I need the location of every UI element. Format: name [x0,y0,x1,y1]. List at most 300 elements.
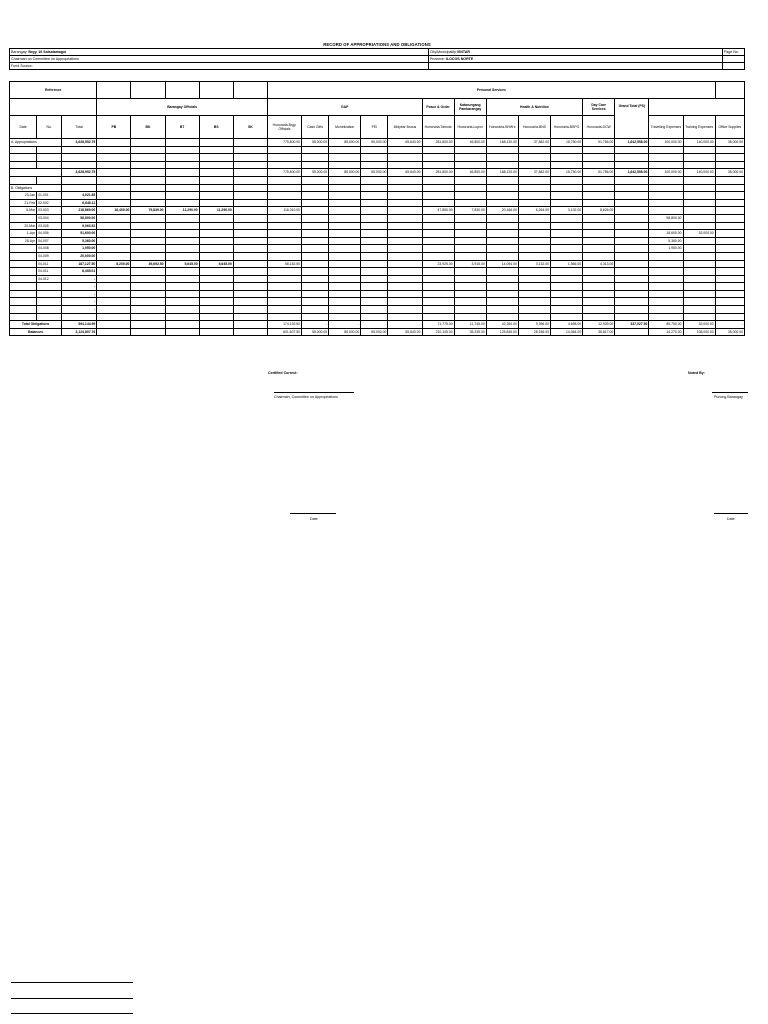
value-cell [97,306,131,314]
empty-cell [10,176,37,184]
value-cell: 3,132.00 [551,207,583,215]
value-cell [518,252,550,260]
value-cell: 85,000.00 [329,139,361,147]
value-cell [551,275,583,283]
col-pb: PB [97,116,131,139]
empty-cell [518,154,550,162]
barangay-cell [10,49,429,56]
empty-cell [518,146,550,154]
empty-cell [199,146,233,154]
value-cell [267,245,301,253]
value-cell [551,268,583,276]
gap-header: GAP [267,99,422,116]
value-cell [199,237,233,245]
no-cell: 03-003 [37,207,62,215]
fund-source: Fund Source: [10,63,429,70]
table-row [10,199,745,207]
value-cell: 8,200.00 [97,260,131,268]
date-label-left: Date [310,517,318,521]
value-cell [518,245,550,253]
empty-cell [302,161,329,169]
empty-cell [518,176,550,184]
empty-cell [199,313,233,321]
value-cell [649,192,683,200]
value-cell [518,306,550,314]
total-cell: - [62,275,97,283]
empty-cell [329,176,361,184]
empty-cell [486,161,518,169]
empty-cell [37,154,62,162]
value-cell: 775,800.00 [267,169,301,177]
empty-cell [233,313,267,321]
value-cell [683,207,715,215]
value-cell [233,199,267,207]
value-cell: 65,640.00 [388,139,422,147]
col-hon-bspo: Honoraria-BSPO [551,116,583,139]
value-cell [683,260,715,268]
value-cell [329,237,361,245]
value-cell [518,275,550,283]
value-cell [454,237,486,245]
value-cell [454,199,486,207]
value-cell [267,230,301,238]
col-bs: BS [199,116,233,139]
value-cell [267,237,301,245]
empty-cell [715,161,744,169]
empty-cell [267,161,301,169]
value-cell [388,252,422,260]
value-cell [583,306,615,314]
value-cell [551,237,583,245]
empty-cell [233,161,267,169]
value-cell [583,283,615,291]
value-cell [518,290,550,298]
value-cell: 5,645.00 [199,260,233,268]
empty-cell [454,313,486,321]
value-cell [422,298,454,306]
value-cell [97,139,131,147]
value-cell [715,237,744,245]
value-cell [199,321,233,329]
value-cell [267,268,301,276]
date-cell [10,275,37,283]
value-cell: 100,000.00 [649,139,683,147]
value-cell [683,268,715,276]
value-cell: 601,607.50 [267,328,301,336]
value-cell [361,237,388,245]
value-cell: 3,628,952.75 [62,139,97,147]
no-cell: 01-001 [37,192,62,200]
value-cell [329,298,361,306]
col-hon-bhw: Honoraria-BHW's [486,116,518,139]
empty-cell [329,154,361,162]
page-no: Page No. [722,49,744,56]
col-monetization: Monetization [329,116,361,139]
health-header: Health & Nutrition [486,99,582,116]
value-cell [131,245,165,253]
value-cell: 1,642,558.00 [615,169,649,177]
value-cell [551,290,583,298]
empty-cell [62,313,97,321]
header-info-table [9,48,745,70]
value-cell [518,214,550,222]
table-row [10,214,745,222]
empty-cell [37,313,62,321]
value-cell [583,252,615,260]
value-cell [583,199,615,207]
value-cell [329,245,361,253]
empty-cell [10,154,37,162]
empty-cell [649,176,683,184]
value-cell [165,237,199,245]
empty-cell [10,161,37,169]
date-cell [10,268,37,276]
empty-cell [454,146,486,154]
value-cell: 38,817.00 [583,328,615,336]
value-cell [649,252,683,260]
value-cell [199,328,233,336]
date-cell [10,252,37,260]
value-cell: 35,235.00 [454,328,486,336]
empty-cell [97,176,131,184]
empty-cell [302,154,329,162]
value-cell [131,169,165,177]
value-cell [267,290,301,298]
value-cell [583,268,615,276]
table-row [10,283,745,291]
empty-cell [302,146,329,154]
value-cell: 65,640.00 [388,328,422,336]
value-cell [486,268,518,276]
date-cell [10,260,37,268]
value-cell [302,290,329,298]
empty-cell [551,184,583,192]
value-cell [486,283,518,291]
value-cell [329,214,361,222]
value-cell [454,252,486,260]
value-cell: 18,750.00 [551,139,583,147]
empty-cell [583,176,615,184]
empty-cell [551,146,583,154]
value-cell [615,230,649,238]
value-cell [302,252,329,260]
value-cell [165,306,199,314]
empty-cell [486,154,518,162]
no-cell: 04-007 [37,237,62,245]
date-line-right [714,513,748,514]
value-cell [615,252,649,260]
empty-cell [131,146,165,154]
bottom-line-2 [11,998,133,999]
total-cell: 8,455.01 [62,268,97,276]
value-cell [97,169,131,177]
value-cell [454,268,486,276]
bottom-line-3 [11,1013,133,1014]
value-cell [329,283,361,291]
value-cell [131,192,165,200]
table-row [10,252,745,260]
value-cell [131,290,165,298]
value-cell [486,192,518,200]
value-cell: 4,698.00 [551,321,583,329]
value-cell: - [329,321,361,329]
value-cell [267,199,301,207]
value-cell [454,306,486,314]
empty-cell [97,184,131,192]
value-cell [518,298,550,306]
value-cell [302,230,329,238]
table-row [10,207,745,215]
value-cell [302,298,329,306]
appropriations-label: A. Appropriations [10,139,62,147]
value-cell [233,298,267,306]
empty-cell [302,313,329,321]
value-cell: 85,750.00 [649,321,683,329]
value-cell [715,275,744,283]
table-row [10,146,745,154]
value-cell [233,230,267,238]
value-cell [267,283,301,291]
value-cell [486,275,518,283]
value-cell [97,275,131,283]
value-cell [422,268,454,276]
value-cell [97,230,131,238]
value-cell [233,306,267,314]
empty-cell [97,154,131,162]
value-cell [486,237,518,245]
col-bk: BK [131,116,165,139]
value-cell [615,214,649,222]
value-cell [518,199,550,207]
value-cell [329,260,361,268]
value-cell [518,222,550,230]
date-cell: 20-Mar [10,222,37,230]
value-cell [233,139,267,147]
empty-cell [131,313,165,321]
value-cell [551,252,583,260]
value-cell [199,245,233,253]
table-row [10,290,745,298]
empty-cell [97,146,131,154]
date-label-right: Date [727,517,735,521]
punong-signature-line [712,392,748,393]
value-cell [683,237,715,245]
barangay-officials-header: Barangay Officials [97,99,268,116]
value-cell [302,260,329,268]
empty-cell [454,176,486,184]
value-cell [233,252,267,260]
value-cell: 85,000.00 [329,328,361,336]
value-cell [388,199,422,207]
no-cell: 04-009 [37,252,62,260]
empty-cell [361,313,388,321]
empty-cell [649,161,683,169]
empty-cell [649,146,683,154]
empty-cell [583,184,615,192]
value-cell [329,290,361,298]
value-cell [518,237,550,245]
value-cell: 37,582.00 [518,169,550,177]
empty-cell [683,184,715,192]
province-value: ILOCOS NORTE [445,57,474,61]
empty-cell [715,176,744,184]
value-cell [649,268,683,276]
value-cell [715,214,744,222]
value-cell: - [302,321,329,329]
value-cell [329,268,361,276]
value-cell [422,199,454,207]
reference-header: Reference [10,82,97,99]
value-cell [165,268,199,276]
col-office: Office Supplies [715,116,744,139]
value-cell: 55,000.00 [361,169,388,177]
value-cell [388,207,422,215]
date-cell: 5-Mar [10,207,37,215]
value-cell: 14,064.00 [551,328,583,336]
value-cell: 108,000.00 [683,328,715,336]
value-cell [165,328,199,336]
value-cell [615,275,649,283]
value-cell [199,222,233,230]
empty-cell [486,146,518,154]
empty-cell [267,146,301,154]
total-cell: 51,600.00 [62,230,97,238]
total-cell: 218,869.00 [62,207,97,215]
value-cell [233,268,267,276]
value-cell: 42,260.00 [486,321,518,329]
appropriations-table [9,81,745,336]
value-cell [518,230,550,238]
value-cell: 35,000.00 [715,169,744,177]
value-cell: 5,360.00 [649,237,683,245]
value-cell [683,275,715,283]
value-cell [388,268,422,276]
grand-total-header: Grand Total (PS) [615,99,649,139]
empty-cell [518,184,550,192]
value-cell: - [388,321,422,329]
value-cell [551,230,583,238]
city-value: VINTAR [456,50,471,54]
table-row [10,230,745,238]
chairman-label: Chairman on Committee on Appropriations [10,56,429,63]
value-cell [583,214,615,222]
value-cell [233,260,267,268]
empty-cell [199,154,233,162]
punong-signature-label: Punong Barangay [714,395,743,399]
empty-cell [615,184,649,192]
no-cell: 04-011 [37,268,62,276]
value-cell [551,199,583,207]
value-cell [302,214,329,222]
empty-cell [62,184,97,192]
value-cell [422,237,454,245]
value-cell [199,298,233,306]
empty-cell [454,154,486,162]
value-cell [199,139,233,147]
value-cell [131,139,165,147]
value-cell [583,237,615,245]
value-cell [165,245,199,253]
value-cell [361,207,388,215]
value-cell: 210,105.00 [422,328,454,336]
date-cell [10,306,37,314]
value-cell [97,237,131,245]
no-cell: 04-008 [37,245,62,253]
value-cell [454,230,486,238]
value-cell [131,237,165,245]
value-cell: 58,182.50 [267,260,301,268]
empty-cell [361,184,388,192]
value-cell [199,275,233,283]
empty-cell [422,146,454,154]
value-cell [583,290,615,298]
value-cell: 7,830.00 [454,207,486,215]
value-cell [615,328,649,336]
value-cell: 3,132.00 [518,260,550,268]
value-cell [165,252,199,260]
value-cell [233,237,267,245]
value-cell [233,169,267,177]
value-cell: 9,396.00 [518,321,550,329]
value-cell [361,214,388,222]
value-cell [388,214,422,222]
value-cell [683,192,715,200]
value-cell: - [361,321,388,329]
value-cell [388,290,422,298]
value-cell [715,298,744,306]
value-cell [131,321,165,329]
value-cell: 5,645.00 [165,260,199,268]
obligations-label: B. Obligations [10,184,62,192]
value-cell [131,275,165,283]
date-cell: 21-Feb [10,199,37,207]
date-line-left [290,513,336,514]
value-cell [422,290,454,298]
value-cell [361,268,388,276]
value-cell: 168,120.00 [486,139,518,147]
value-cell: 28,186.00 [518,328,550,336]
empty-cell [422,161,454,169]
value-cell [329,192,361,200]
value-cell [388,230,422,238]
table-row [10,161,745,169]
value-cell: 14,270.00 [649,328,683,336]
value-cell [267,192,301,200]
value-cell: 174,192.50 [267,321,301,329]
value-cell [199,290,233,298]
value-cell: 337,027.50 [615,321,649,329]
value-cell [388,192,422,200]
no-cell: 04-006 [37,230,62,238]
col-no: No. [37,116,62,139]
value-cell [329,207,361,215]
empty-cell [267,176,301,184]
value-cell [486,199,518,207]
value-cell [329,252,361,260]
empty-cell [165,161,199,169]
value-cell [199,169,233,177]
value-cell [486,245,518,253]
value-cell [361,275,388,283]
empty-cell [388,161,422,169]
empty-cell [551,313,583,321]
empty-cell [615,154,649,162]
value-cell: 11,745.00 [454,321,486,329]
value-cell [715,199,744,207]
value-cell [97,199,131,207]
empty-cell [37,161,62,169]
no-cell [37,306,62,314]
